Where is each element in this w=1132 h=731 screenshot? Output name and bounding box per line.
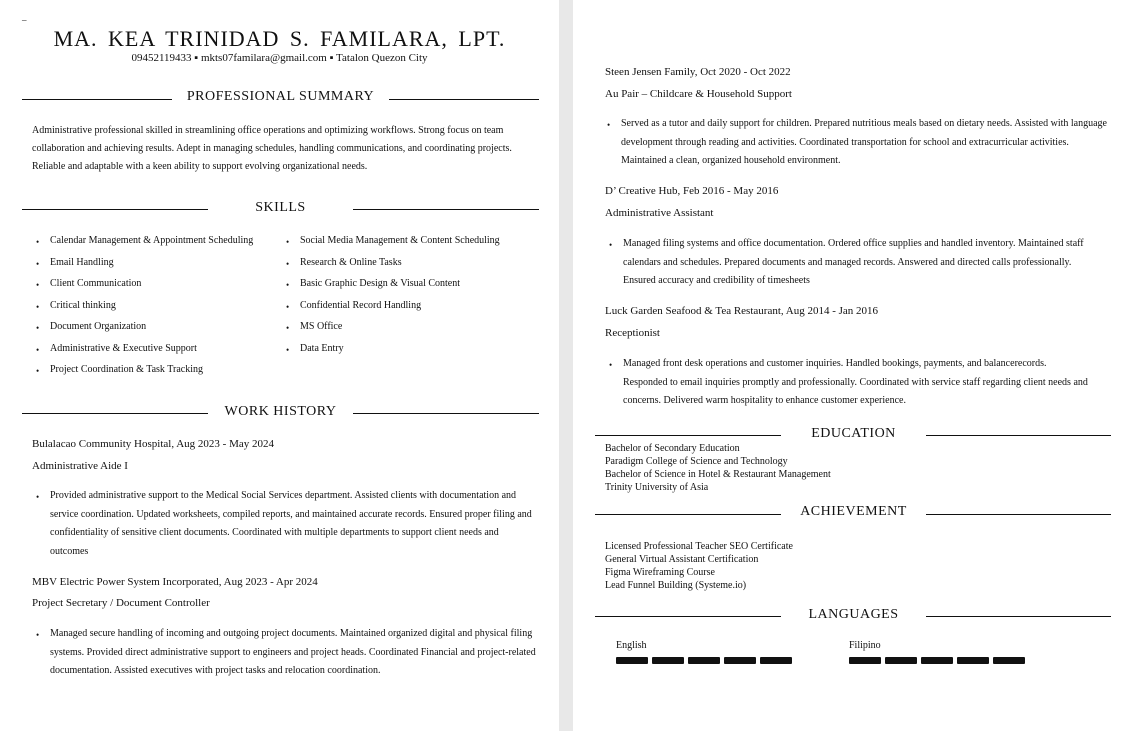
- language-level-bar: [616, 657, 792, 664]
- achievement-list: [605, 540, 1005, 592]
- work-heading: WORK HISTORY: [224, 404, 337, 419]
- job-title: Steen Jensen Family, Oct 2020 - Oct 2022: [605, 66, 791, 78]
- education-rule-right: [926, 435, 1111, 436]
- achievement-rule-left: [595, 514, 781, 515]
- skill-item: • Email Handling: [36, 257, 286, 279]
- education-degree: Bachelor of Science in Hotel & Restaurant Management: [605, 469, 831, 480]
- job-role: Au Pair – Childcare & Household Support: [605, 88, 792, 100]
- skill-item: • Confidential Record Handling: [286, 300, 546, 322]
- skill-item: • Project Coordination & Task Tracking: [36, 364, 286, 386]
- achievement-rule-right: [926, 514, 1111, 515]
- language-level-segment: [760, 657, 792, 664]
- job-title: MBV Electric Power System Incorporated, Aug 2023 - Apr 2024: [32, 576, 318, 588]
- language-level-segment: [993, 657, 1025, 664]
- education-school: Trinity University of Asia: [605, 482, 709, 493]
- education-list: [605, 442, 1005, 494]
- summary-rule-right: [389, 99, 539, 100]
- skills-rule-right: [353, 209, 539, 210]
- job-description: • Managed front desk operations and customer inquiries. Handled bookings, payments, and balancerecords. Responded to email inquiries promptly and professionally. Coordinated with service staff regarding client needs and concerns. Delivered warm hospitality to enhance customer experience.: [609, 355, 1089, 411]
- achievement-item: General Virtual Assistant Certification: [605, 554, 759, 565]
- skill-item: • Client Communication: [36, 278, 286, 300]
- language-level-segment: [688, 657, 720, 664]
- education-degree: Bachelor of Secondary Education: [605, 443, 740, 454]
- candidate-name: MA. KEA TRINIDAD S. FAMILARA, LPT.: [53, 26, 506, 51]
- job-role: Administrative Assistant: [605, 207, 714, 219]
- skill-item: • Research & Online Tasks: [286, 257, 546, 279]
- work-rule-right: [353, 413, 539, 414]
- skill-item: • Critical thinking: [36, 300, 286, 322]
- education-rule-left: [595, 435, 781, 436]
- language-level-segment: [885, 657, 917, 664]
- language-level-segment: [652, 657, 684, 664]
- education-heading: EDUCATION: [811, 426, 896, 441]
- job-role: Receptionist: [605, 327, 660, 339]
- skill-item: • Document Organization: [36, 321, 286, 343]
- resume-page-1: [0, 0, 559, 731]
- language-level-segment: [616, 657, 648, 664]
- achievement-item: Figma Wireframing Course: [605, 567, 715, 578]
- summary-text: Administrative professional skilled in streamlining office operations and optimizing workflows. Strong focus on team collaboration and achieving results. Adept in managing schedules, handling communications, and coordinating projects. Reliable and adaptable with a keen ability to support evolving organizational needs.: [32, 125, 512, 172]
- job-role: Project Secretary / Document Controller: [32, 597, 210, 609]
- contact-line: 09452119433 ▪ mkts07familara@gmail.com ▪ Tatalon Quezon City: [131, 52, 428, 64]
- job-description: • Provided administrative support to the Medical Social Services department. Assisted clients with documentation and service coordination. Updated worksheets, compiled reports, and maintained accurate records. Ensured proper filing and confidentiality of sensitive client documents. Coordinated with multiple departments to support client needs and outcomes: [36, 487, 536, 561]
- job-title: Luck Garden Seafood & Tea Restaurant, Aug 2014 - Jan 2016: [605, 305, 879, 317]
- work-rule-left: [22, 413, 208, 414]
- language-level-segment: [921, 657, 953, 664]
- job-bullets: [609, 235, 1089, 291]
- job-bullets: [609, 355, 1089, 411]
- job-bullets: [607, 115, 1107, 171]
- job-description: • Served as a tutor and daily support for children. Prepared nutritious meals based on dietary needs. Assisted with language development through reading and activities. Coordinated transportation for school and extracurricular activities. Maintained a clean, organized household environment.: [607, 115, 1107, 171]
- skill-item: • Calendar Management & Appointment Scheduling: [36, 235, 286, 257]
- skills-list-right: [286, 235, 546, 364]
- language-name: Filipino: [849, 640, 881, 651]
- job-description: • Managed filing systems and office documentation. Ordered office supplies and handled inventory. Maintained staff calendars and schedules. Prepared documents and managed records. Answered and directed calls professionally. Ensured accuracy and credibility of timesheets: [609, 235, 1089, 291]
- language-level-segment: [849, 657, 881, 664]
- skills-rule-left: [22, 209, 208, 210]
- languages-heading: LANGUAGES: [808, 607, 899, 622]
- corner-mark: _: [22, 12, 27, 22]
- job-role: Administrative Aide I: [32, 460, 128, 472]
- language-level-segment: [724, 657, 756, 664]
- achievement-item: Licensed Professional Teacher SEO Certificate: [605, 541, 793, 552]
- skill-item: • MS Office: [286, 321, 546, 343]
- skill-item: • Social Media Management & Content Scheduling: [286, 235, 546, 257]
- achievement-heading: ACHIEVEMENT: [800, 504, 907, 519]
- skills-list-left: [36, 235, 286, 386]
- job-bullets: [36, 487, 536, 561]
- page-gutter: [559, 0, 573, 731]
- job-description: • Managed secure handling of incoming and outgoing project documents. Maintained organized digital and physical filing systems. Provided direct administrative support to engineers and project heads. Coordinated Financial and project-related documentation. Assisted executives with project tasks and relocation coordination.: [36, 625, 536, 681]
- job-title: Bulalacao Community Hospital, Aug 2023 - May 2024: [32, 438, 274, 450]
- language-level-bar: [849, 657, 1025, 664]
- skills-heading: SKILLS: [255, 200, 306, 215]
- skill-item: • Administrative & Executive Support: [36, 343, 286, 365]
- skill-item: • Data Entry: [286, 343, 546, 365]
- language-name: English: [616, 640, 647, 651]
- education-school: Paradigm College of Science and Technology: [605, 456, 788, 467]
- job-title: D’ Creative Hub, Feb 2016 - May 2016: [605, 185, 779, 197]
- job-bullets: [36, 625, 536, 681]
- language-level-segment: [957, 657, 989, 664]
- languages-rule-left: [595, 616, 781, 617]
- languages-rule-right: [926, 616, 1111, 617]
- skill-item: • Basic Graphic Design & Visual Content: [286, 278, 546, 300]
- summary-rule-left: [22, 99, 172, 100]
- summary-heading: PROFESSIONAL SUMMARY: [186, 89, 375, 104]
- resume-page-2: [573, 0, 1132, 731]
- achievement-item: Lead Funnel Building (Systeme.io): [605, 580, 747, 591]
